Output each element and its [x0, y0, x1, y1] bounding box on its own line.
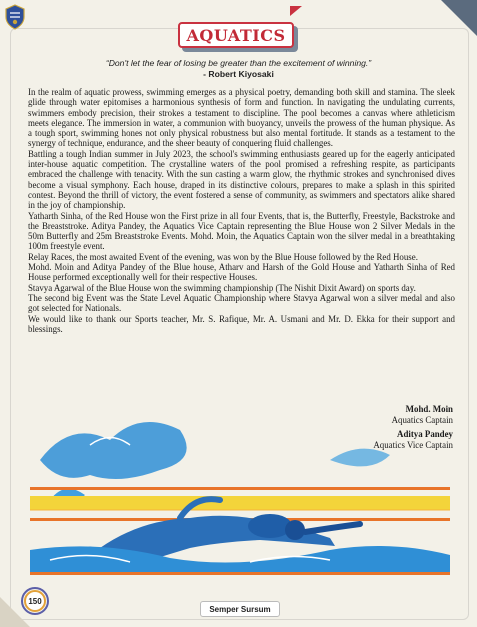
paragraph: Battling a tough Indian summer in July 2023, the school's swimming enthusiasts geared up for the eagerly anticipated inter-house aquatic competition. The crystalline waters of the pool promised a refreshing respite, as participants embraced the challenge with tenacity. With the sun casting a warm glow, the rhythmic strokes and synchronised dives become a visual symphony. Each house, draped in its distinctive colours, prepares to make a splash in this spirited contest. Beyond the thrill of victory, the event fostered a sense of community, as swimmers and spectators alike shared in the joy of championship.	[28, 148, 455, 211]
page-title: AQUATICS	[178, 22, 294, 48]
signature-role: Aquatics Vice Captain	[373, 439, 453, 450]
footer-motto: Semper Sursum	[200, 601, 280, 617]
paragraph: In the realm of aquatic prowess, swimming emerges as a physical poetry, demanding both skill and stamina. The sleek glide through water epitomises a harmonious synthesis of form and function. In navigating the undulating currents, swimmers embody precision, their strokes a testament to discipline. The pool becomes a canvas where athleticism meets elegance. The immersion in water, a communion with buoyancy, unveils the prowess of the human physique. As a tough sport, swimming hones not only physical robustness but also mental fortitude. It stands as a testament to the synergy of technique, endurance, and the sheer beauty of conquering fluid challenges.	[28, 87, 455, 149]
paragraph: Relay Races, the most awaited Event of the evening, was won by the Blue House followed by the Red House.	[28, 251, 418, 262]
corner-decoration-top-right	[441, 0, 477, 36]
title-flag-decoration	[290, 6, 302, 16]
title-banner	[178, 22, 300, 52]
paragraph: Yatharth Sinha, of the Red House won the First prize in all four Events, that is, the Butterfly, Freestyle, Backstroke and the Breaststroke. Aditya Pandey, the Aquatics Vice Captain representing the Blue House won 2 Silver Medals in the 50m Butterfly and 25m Breaststroke Events. Mohd. Moin, the Aquatics Captain won the silver medal in a breathtaking 100m freestyle event.	[28, 210, 455, 252]
article-body	[28, 87, 455, 334]
swimmer-illustration	[30, 400, 450, 600]
paragraph: Mohd. Moin and Aditya Pandey of the Blue house, Atharv and Harsh of the Gold House and Yatharth Sinha of Red House performed exceptionally well for their respective Houses.	[28, 262, 455, 283]
page-number: 150	[24, 590, 46, 612]
quote-author: - Robert Kiyosaki	[203, 69, 274, 79]
school-crest-icon	[4, 4, 26, 30]
signature-name: Mohd. Moin	[405, 404, 453, 414]
paragraph: Stavya Agarwal of the Blue House won the swimming championship (The Nishit Dixit Award) on sports day.	[28, 282, 416, 293]
signature-role: Aquatics Captain	[391, 414, 453, 425]
paragraph: The second big Event was the State Level Aquatic Championship where Stavya Agarwal won a silver medal and also got selected for Nationals.	[28, 292, 455, 314]
quote-text: “Don't let the fear of losing be greater than the excitement of winning.”	[105, 58, 372, 68]
paragraph: We would like to thank our Sports teacher, Mr. S. Rafique, Mr. A. Usmani and Mr. D. Ekka for their support and blessings.	[28, 313, 455, 334]
signature-name: Aditya Pandey	[397, 429, 453, 439]
